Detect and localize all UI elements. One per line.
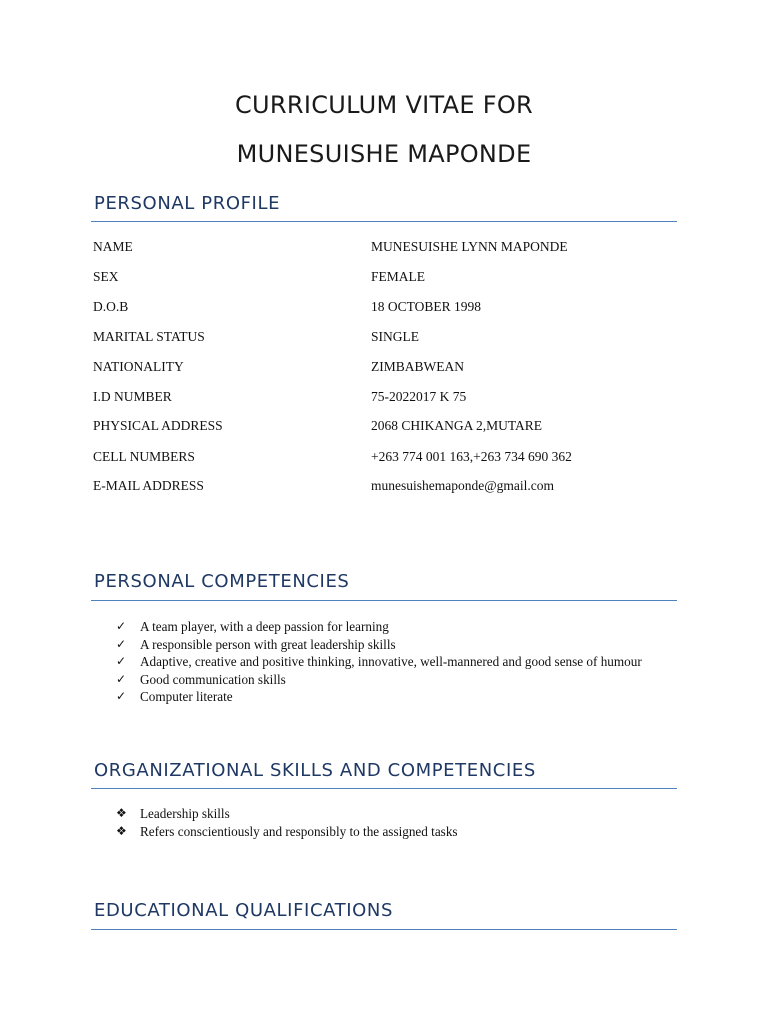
checkmark-icon: ✓ xyxy=(116,619,127,633)
profile-label: PHYSICAL ADDRESS xyxy=(93,418,223,433)
list-item xyxy=(116,805,656,823)
profile-label: NATIONALITY xyxy=(93,359,184,374)
section-heading-personal-profile: PERSONAL PROFILE xyxy=(94,193,281,214)
list-item-text: Refers conscientiously and responsibly to the assigned tasks xyxy=(140,823,458,839)
profile-label: CELL NUMBERS xyxy=(93,449,195,464)
profile-value: 2068 CHIKANGA 2,MUTARE xyxy=(371,418,543,433)
profile-value: MUNESUISHE LYNN MAPONDE xyxy=(371,239,568,254)
profile-row-nationality xyxy=(93,358,683,376)
email-value: munesuishemaponde@gmail.com xyxy=(371,478,555,493)
section-divider xyxy=(91,600,677,601)
section-divider xyxy=(91,221,677,222)
profile-label: SEX xyxy=(93,269,119,284)
list-item xyxy=(116,823,656,841)
list-item-text: A responsible person with great leadership skills xyxy=(140,636,396,652)
document-title-line-1: CURRICULUM VITAE FOR xyxy=(234,91,534,119)
checkmark-icon: ✓ xyxy=(116,689,127,703)
diamond-bullet-icon: ❖ xyxy=(116,806,127,820)
profile-label: E-MAIL ADDRESS xyxy=(93,478,204,493)
profile-label: NAME xyxy=(93,239,133,254)
list-item xyxy=(116,671,656,689)
profile-value: 75-2022017 K 75 xyxy=(371,389,467,404)
profile-row-name xyxy=(93,238,683,256)
profile-value: SINGLE xyxy=(371,329,419,344)
section-divider xyxy=(91,929,677,930)
profile-value: FEMALE xyxy=(371,269,425,284)
list-item-text: A team player, with a deep passion for learning xyxy=(140,619,389,634)
section-heading-educational-qualifications: EDUCATIONAL QUALIFICATIONS xyxy=(94,900,393,921)
list-item-text: Computer literate xyxy=(140,689,233,704)
list-item-text: Leadership skills xyxy=(140,806,230,821)
profile-row-cell-numbers xyxy=(93,448,683,466)
checkmark-icon: ✓ xyxy=(116,636,127,651)
profile-row-marital-status xyxy=(93,328,683,346)
list-item-text: Adaptive, creative and positive thinking, innovative, well-mannered and good sense of humour xyxy=(140,654,642,669)
checkmark-icon: ✓ xyxy=(116,671,127,686)
profile-value: +263 774 001 163,+263 734 690 362 xyxy=(371,449,572,464)
profile-row-sex xyxy=(93,268,683,286)
list-item xyxy=(116,618,656,636)
document-title-line-2: MUNESUISHE MAPONDE xyxy=(236,140,532,168)
section-heading-organizational-skills: ORGANIZATIONAL SKILLS AND COMPETENCIES xyxy=(94,760,536,781)
list-item-text: Good communication skills xyxy=(140,671,286,687)
personal-competencies-list xyxy=(116,618,656,706)
profile-row-dob xyxy=(93,298,683,316)
list-item xyxy=(116,653,656,671)
profile-value: ZIMBABWEAN xyxy=(371,359,464,374)
profile-label: I.D NUMBER xyxy=(93,389,172,404)
organizational-skills-list xyxy=(116,805,656,840)
profile-row-id-number xyxy=(93,388,683,406)
diamond-bullet-icon: ❖ xyxy=(116,823,127,838)
profile-row-physical-address xyxy=(93,417,683,435)
list-item xyxy=(116,688,656,706)
section-heading-personal-competencies: PERSONAL COMPETENCIES xyxy=(94,571,350,592)
checkmark-icon: ✓ xyxy=(116,654,127,668)
profile-label: MARITAL STATUS xyxy=(93,329,205,344)
profile-value: 18 OCTOBER 1998 xyxy=(371,299,482,314)
list-item xyxy=(116,636,656,654)
profile-row-email-address xyxy=(93,477,683,495)
section-divider xyxy=(91,788,677,789)
profile-label: D.O.B xyxy=(93,299,129,314)
